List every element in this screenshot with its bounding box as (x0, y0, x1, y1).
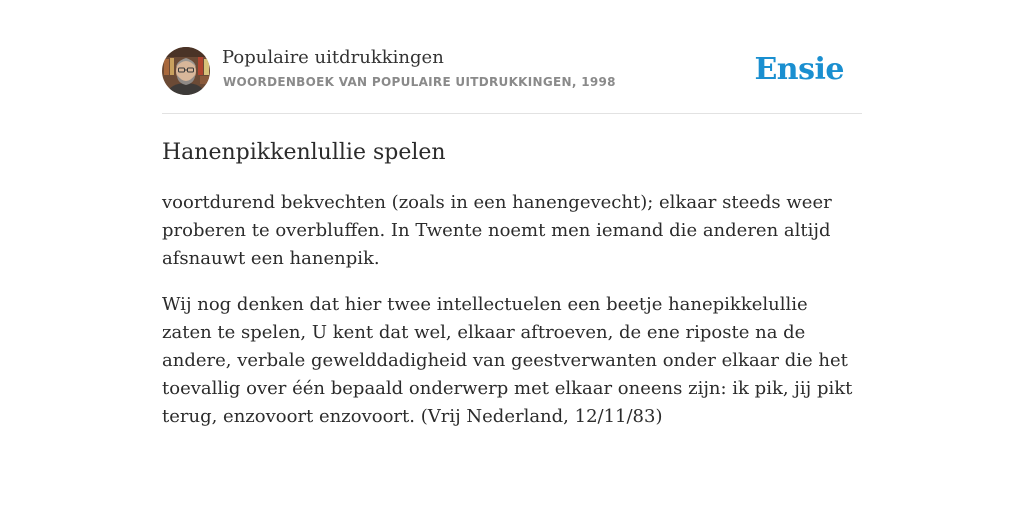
entry-quote: Wij nog denken dat hier twee intellectuelen een beetje hanepikkelullie zaten te spelen, U kent dat wel, elkaar aftroeven, de ene riposte na de andere, verbale gewelddadigheid van geestverwanten onder elkaar die het toevallig over één bepaald onderwerp met elkaar oneens zijn: ik pik, jij pikt terug, enzovoort enzovoort. (Vrij Nederland, 12/11/83) (162, 294, 853, 427)
author-avatar-icon[interactable] (162, 47, 210, 95)
source-title[interactable]: Populaire uitdrukkingen (222, 47, 444, 68)
source-header (162, 46, 862, 114)
entry-card (162, 46, 862, 431)
source-subtitle: WOORDENBOEK VAN POPULAIRE UITDRUKKINGEN, 1998 (223, 75, 616, 89)
entry-title: Hanenpikkenlullie spelen (162, 140, 446, 165)
entry-definition: voortdurend bekvechten (zoals in een hanengevecht); elkaar steeds weer proberen te overbluffen. In Twente noemt men iemand die anderen altijd afsnauwt een hanenpik. (162, 192, 832, 269)
ensie-logo[interactable]: Ensie (754, 52, 844, 87)
